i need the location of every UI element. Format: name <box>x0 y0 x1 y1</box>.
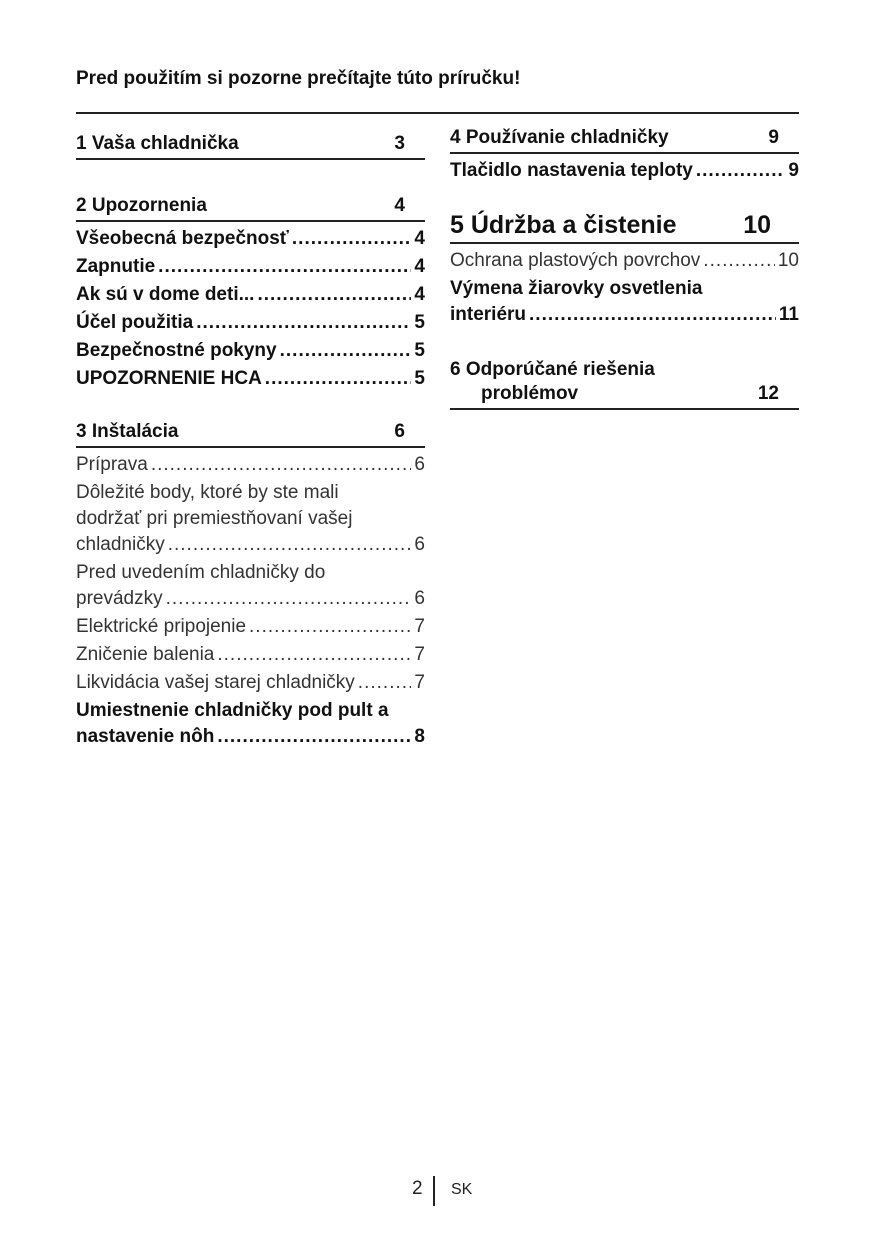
entry-text-line: dodržať pri premiestňovaní vašej <box>76 508 353 529</box>
entry-page: 7 <box>414 644 425 665</box>
entry-page: 4 <box>414 256 425 277</box>
entry-text: Bezpečnostné pokyny <box>76 340 277 361</box>
section-page: 3 <box>394 133 405 154</box>
toc-entry-multiline[interactable] <box>76 560 425 612</box>
leader-dots <box>217 642 411 668</box>
entry-text: Tlačidlo nastavenia teploty <box>450 160 693 181</box>
entry-text: Elektrické pripojenie <box>76 616 247 637</box>
toc-entry[interactable] <box>76 614 425 640</box>
toc-entry-multiline[interactable] <box>76 698 425 750</box>
toc-entry[interactable] <box>76 338 425 364</box>
section-title: 5 Údržba a čistenie <box>450 211 677 239</box>
toc-entry[interactable] <box>76 452 425 478</box>
section-heading[interactable] <box>450 126 799 154</box>
section-page: 4 <box>394 195 405 216</box>
entry-page: 4 <box>414 284 425 305</box>
toc-section-4 <box>450 126 799 184</box>
section-heading[interactable] <box>450 358 799 410</box>
entry-text: Účel použitia <box>76 312 194 333</box>
toc-entry[interactable] <box>76 310 425 336</box>
section-page: 12 <box>757 383 779 404</box>
page-number: 2 <box>412 1178 423 1199</box>
toc-entry[interactable] <box>76 670 425 696</box>
leader-dots <box>292 226 412 252</box>
toc-right-column <box>450 126 799 436</box>
entry-text: Príprava <box>76 454 148 475</box>
section-title: 6 Odporúčané riešenia <box>450 359 655 380</box>
toc-entry[interactable] <box>450 158 799 184</box>
toc-entry-multiline[interactable] <box>76 480 425 558</box>
entry-page: 7 <box>414 616 425 637</box>
leader-dots <box>151 452 412 478</box>
entry-text: prevádzky <box>76 588 163 609</box>
entry-page: 5 <box>414 312 425 333</box>
entry-text-line: Umiestnenie chladničky pod pult a <box>76 700 389 721</box>
entry-text: Všeobecná bezpečnosť <box>76 228 289 249</box>
section-title-continued: problémov <box>481 383 579 404</box>
entry-page: 8 <box>414 726 425 747</box>
entry-text: Likvidácia vašej starej chladničky <box>76 672 355 693</box>
toc-section-2 <box>76 194 425 392</box>
toc-section-6 <box>450 358 799 410</box>
toc-entry[interactable] <box>76 366 425 392</box>
section-heading[interactable] <box>76 132 425 160</box>
leader-dots <box>280 338 412 364</box>
top-divider <box>76 112 799 114</box>
entry-page: 6 <box>414 454 425 475</box>
leader-dots <box>696 158 786 184</box>
toc-section-5 <box>450 210 799 328</box>
entry-text-line: Výmena žiarovky osvetlenia <box>450 278 703 299</box>
leader-dots <box>217 724 411 750</box>
section-page: 9 <box>768 127 779 148</box>
section-heading[interactable] <box>450 210 799 244</box>
leader-dots <box>196 310 411 336</box>
section-page: 6 <box>394 421 405 442</box>
toc-section-3 <box>76 420 425 750</box>
leader-dots <box>166 586 412 612</box>
section-title: 3 Inštalácia <box>76 421 179 442</box>
section-title: 2 Upozornenia <box>76 195 207 216</box>
section-page: 10 <box>743 211 771 239</box>
entry-text: Zapnutie <box>76 256 156 277</box>
entry-page: 6 <box>414 588 425 609</box>
entry-page: 10 <box>777 250 799 271</box>
toc-entry[interactable] <box>76 642 425 668</box>
footer-divider <box>433 1176 435 1206</box>
entry-text: Zničenie balenia <box>76 644 215 665</box>
section-heading[interactable] <box>76 194 425 222</box>
entry-page: 7 <box>414 672 425 693</box>
leader-dots <box>703 248 775 274</box>
section-title: 1 Vaša chladnička <box>76 133 239 154</box>
leader-dots <box>249 614 411 640</box>
entry-page: 9 <box>788 160 799 181</box>
entry-text: interiéru <box>450 304 527 325</box>
toc-entry[interactable] <box>76 226 425 252</box>
language-code: SK <box>451 1181 473 1198</box>
toc-entry[interactable] <box>76 282 425 308</box>
entry-page: 4 <box>414 228 425 249</box>
intro-heading: Pred použitím si pozorne prečítajte túto príručku! <box>76 68 521 89</box>
leader-dots <box>529 302 776 328</box>
entry-text: Ak sú v dome deti... <box>76 284 255 305</box>
leader-dots <box>257 282 411 308</box>
entry-page: 5 <box>414 368 425 389</box>
entry-text: UPOZORNENIE HCA <box>76 368 262 389</box>
leader-dots <box>358 670 412 696</box>
entry-text: nastavenie nôh <box>76 726 215 747</box>
section-heading[interactable] <box>76 420 425 448</box>
toc-entry-multiline[interactable] <box>450 276 799 328</box>
entry-text-line: Dôležité body, ktoré by ste mali <box>76 482 339 503</box>
entry-page: 5 <box>414 340 425 361</box>
entry-text-line: Pred uvedením chladničky do <box>76 562 326 583</box>
entry-text: Ochrana plastových povrchov <box>450 250 701 271</box>
toc-entry[interactable] <box>450 248 799 274</box>
toc-left-column <box>76 132 425 776</box>
entry-text: chladničky <box>76 534 165 555</box>
toc-entry[interactable] <box>76 254 425 280</box>
entry-page: 11 <box>778 304 799 325</box>
entry-page: 6 <box>414 534 425 555</box>
leader-dots <box>265 366 412 392</box>
toc-section-1 <box>76 132 425 160</box>
leader-dots <box>168 532 412 558</box>
leader-dots <box>158 254 411 280</box>
section-title: 4 Používanie chladničky <box>450 127 669 148</box>
